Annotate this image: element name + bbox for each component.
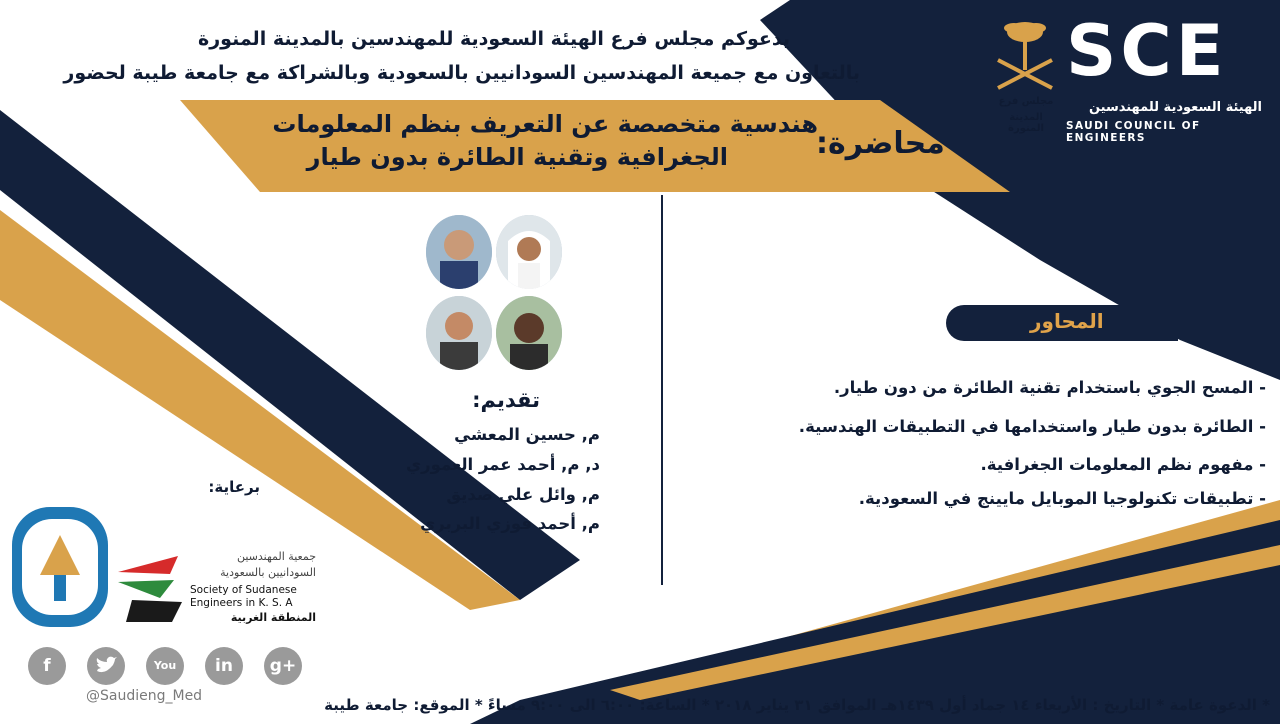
presenter-photo [494, 294, 564, 372]
google-plus-icon[interactable]: g+ [264, 647, 302, 685]
lecture-title-line-1: هندسية متخصصة عن التعريف بنظم المعلومات [272, 110, 818, 138]
topic-item: - المسح الجوي باستخدام تقنية الطائرة من دون طيار. [833, 378, 1266, 397]
topic-item: - مفهوم نظم المعلومات الجغرافية. [980, 455, 1266, 474]
social-handle: @Saudieng_Med [86, 688, 203, 704]
sudanese-society-arabic-1: جمعية المهندسين [236, 550, 316, 563]
youtube-icon[interactable]: You [146, 647, 184, 685]
branch-label-2: المدينة المنورة [1008, 112, 1044, 134]
navy-bottom-right [470, 520, 1280, 724]
twitter-icon[interactable] [87, 647, 125, 685]
invite-line-1: يدعوكم مجلس فرع الهيئة السعودية للمهندسين بالمدينة المنورة [198, 28, 790, 50]
branch-label-1: مجلس فرع [998, 96, 1054, 107]
presenter-name: م, حسين المعشي [454, 425, 600, 444]
presenter-name: م, أحمد فوزي البربري [420, 514, 600, 533]
sponsor-label: برعاية: [208, 478, 260, 496]
invite-line-2: بالتعاون مع جميعة المهندسين السودانيين بالسعودية وبالشراكة مع جامعة طيبة لحضور [63, 62, 860, 84]
topics-heading: المحاور [1030, 309, 1104, 333]
sce-arabic-name: الهيئة السعودية للمهندسين [1088, 100, 1262, 115]
palm-swords-emblem-icon [990, 14, 1060, 94]
presented-by-label: تقديم: [472, 388, 540, 412]
sudanese-society-arabic-2: السودانيين بالسعودية [220, 566, 316, 579]
facebook-icon[interactable]: f [28, 647, 66, 685]
presenter-name: م, وائل علي صديق [446, 485, 600, 504]
presenter-photo [494, 213, 564, 291]
linkedin-icon[interactable]: in [205, 647, 243, 685]
taibah-university-logo-icon [10, 505, 110, 633]
presenter-photo [424, 213, 494, 291]
lecture-label: محاضرة: [816, 126, 945, 161]
lecture-title-line-2: الجغرافية وتقنية الطائرة بدون طيار [306, 143, 728, 171]
sudanese-engineers-logo-icon [112, 552, 184, 626]
sce-logo-text: SCE [1066, 10, 1228, 92]
event-details-footer: * الدعوة عامة * التاريخ : الأربعاء ١٤ جماد أول ١٤٣٩هـ الموافق ٣١ يناير ٢٠١٨ * الساعة: ٦:٠٠ الى ٩:٠٠ مساءً * الموقع: جامعة طيبة [324, 696, 1270, 714]
presenter-photo [424, 294, 494, 372]
topic-item: - تطبيقات تكنولوجيا الموبايل مايينج في السعودية. [858, 489, 1266, 508]
presenter-name: د, م, أحمد عمر العموري [405, 455, 600, 474]
topic-item: - الطائرة بدون طيار واستخدامها في التطبيقات الهندسية. [798, 417, 1266, 436]
sudanese-society-region: المنطقة الغربية [230, 611, 316, 624]
sce-english-name: SAUDI COUNCIL OF ENGINEERS [1066, 120, 1201, 144]
sudanese-society-english-2: Engineers in K. S. A [190, 597, 293, 609]
sudanese-society-english-1: Society of Sudanese [190, 584, 297, 596]
